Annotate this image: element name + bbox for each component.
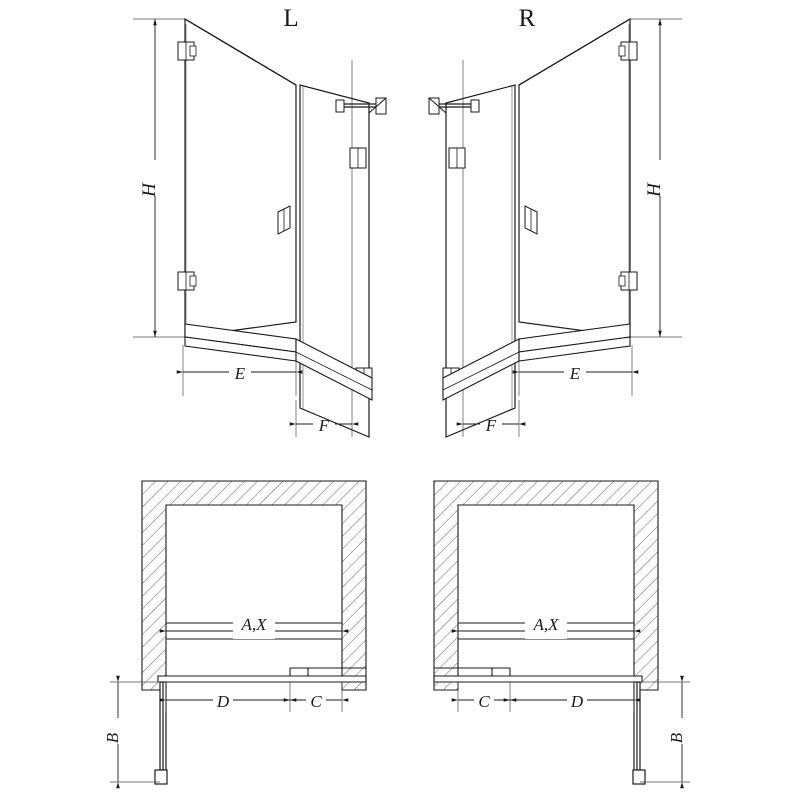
dimension-label-H-left: H	[139, 183, 160, 197]
dimension-label-E-left: E	[234, 364, 246, 383]
sill-track-left	[158, 668, 366, 682]
door-handle-left	[278, 206, 290, 234]
dimension-label-AX-right: A,X	[533, 615, 559, 634]
dimension-label-D-left: D	[216, 692, 230, 711]
hinge-top-right	[619, 42, 637, 60]
variant-label-L: L	[283, 5, 299, 32]
glass-panel-fixed-right	[519, 19, 630, 337]
dimension-label-B-left: B	[103, 732, 122, 744]
dimension-B-left	[108, 682, 160, 782]
wall-hatch-left	[142, 481, 366, 690]
glass-panel-fixed-left	[185, 19, 296, 337]
dimension-H-left	[146, 19, 166, 337]
shower-tray-right	[443, 324, 630, 400]
sill-track-right	[434, 668, 642, 682]
dimension-label-F-right: F	[485, 416, 497, 435]
variant-label-R: R	[518, 5, 536, 32]
dimension-label-C-right: C	[478, 692, 490, 711]
dimension-H-right	[651, 19, 671, 337]
elevation-right-variant	[429, 19, 682, 437]
dimension-label-B-right: B	[667, 732, 686, 744]
hinge-top-left	[178, 42, 196, 60]
dimension-label-E-right: E	[569, 364, 581, 383]
door-leaf-plan-left	[155, 682, 167, 784]
hinge-door-upper-right	[449, 148, 465, 168]
dimension-label-F-left: F	[318, 416, 330, 435]
door-handle-right	[525, 206, 537, 234]
hinge-door-upper-left	[350, 148, 366, 168]
dimension-B-right	[640, 682, 692, 782]
wall-hatch-right	[434, 481, 658, 690]
shower-tray-left	[185, 324, 372, 400]
plan-left-variant	[108, 481, 366, 784]
elevation-left-variant	[133, 19, 386, 437]
dimension-label-D-right: D	[570, 692, 584, 711]
hinge-bottom-right	[619, 272, 637, 290]
hinge-bottom-left	[178, 272, 196, 290]
door-leaf-plan-right	[633, 682, 645, 784]
dimension-label-H-right: H	[644, 183, 665, 197]
dimension-label-AX-left: A,X	[241, 615, 267, 634]
dimension-label-C-left: C	[310, 692, 322, 711]
plan-right-variant	[434, 481, 692, 784]
